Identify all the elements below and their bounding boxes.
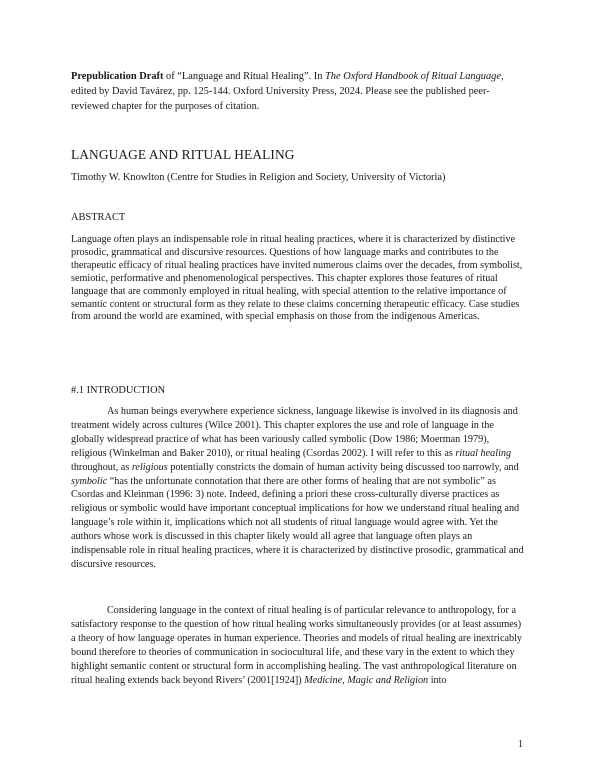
para1-italic-ritual-healing: ritual healing bbox=[455, 447, 512, 459]
para1-text-d: “has the unfortunate connotation that there are other forms of healing that are not symbolic” as Csordas and Kleinman (1996: 3) note. Indeed, defining a priori these cross-culturally diverse practices as religious or symbolic would have important conceptual implications for how we understand ritual healing and language’s role within it, implications which not all students of ritual language would agree with. Yet the authors whose work is discussed in this chapter likely would all agree that language often plays an indispensable role in ritual healing practices, where it is characterized by distinctive prosodic, grammatical and discursive resources. bbox=[71, 475, 524, 570]
chapter-title: LANGUAGE AND RITUAL HEALING bbox=[71, 147, 295, 162]
prepublication-notice bbox=[71, 69, 527, 115]
para2-italic-book-title: Medicine, Magic and Religion bbox=[304, 674, 429, 686]
author-line: Timothy W. Knowlton (Centre for Studies in Religion and Society, University of Victoria) bbox=[71, 172, 446, 183]
prepublication-text-1: of “Language and Ritual Healing”. In bbox=[163, 71, 326, 82]
prepublication-text-2: , edited by David Tavárez, pp. 125-144. Oxford University Press, 2024. Please see the published peer-reviewed chapter for the purposes of citation. bbox=[71, 71, 504, 113]
handbook-title: The Oxford Handbook of Ritual Language bbox=[325, 71, 501, 82]
abstract-heading: ABSTRACT bbox=[71, 212, 126, 223]
para1-text-a: As human beings everywhere experience sickness, language likewise is involved in its diagnosis and treatment widely across cultures (Wilce 2001). This chapter explores the use and role of language in the globally widespread practice of what has been variously called symbolic (Dow 1986; Moerman 1979), religious (Winkelman and Baker 2010), or ritual healing (Csordas 2002). I will refer to this as bbox=[71, 406, 518, 459]
para1-text-b: throughout, as bbox=[71, 461, 132, 473]
para1-italic-symbolic: symbolic bbox=[71, 475, 108, 487]
introduction-paragraph-2 bbox=[71, 604, 527, 687]
abstract-text: Language often plays an indispensable role in ritual healing practices, where it is characterized by distinctive prosodic, grammatical and discursive resources. Questions of how language marks and contributes to the therapeutic efficacy of ritual healing practices have invited numerous claims over the decades, from symbolist, semiotic, performative and phenomenological perspectives. This chapter explores those features of ritual language that are commonly employed in ritual healing, with special attention to the relative importance of semantic content or structural form as they relate to these claims concerning therapeutic efficacy. Case studies from around the world are examined, with special emphasis on those from the indigenous Americas. bbox=[71, 234, 523, 323]
introduction-paragraph-1 bbox=[71, 405, 527, 572]
para1-text-c: potentially constricts the domain of human activity being discussed too narrowly, and bbox=[167, 461, 519, 473]
prepublication-label: Prepublication Draft bbox=[71, 71, 164, 82]
para2-text-a: Considering language in the context of ritual healing is of particular relevance to anthropology, for a satisfactory response to the question of how ritual healing works simultaneously provides (or at least assumes) a theory of how language operates in human experience. Theories and models of ritual healing are inextricably bound therefore to theories of communication in sociocultural life, and these vary in the extent to which they highlight semantic content or structural form in accomplishing healing. The vast anthropological literature on ritual healing extends back beyond Rivers’ (2001[1924]) bbox=[71, 605, 523, 686]
introduction-heading: #.1 INTRODUCTION bbox=[71, 385, 166, 396]
para2-text-b: into bbox=[428, 674, 447, 686]
page-number: 1 bbox=[518, 739, 523, 750]
para1-italic-religious: religious bbox=[131, 461, 168, 473]
